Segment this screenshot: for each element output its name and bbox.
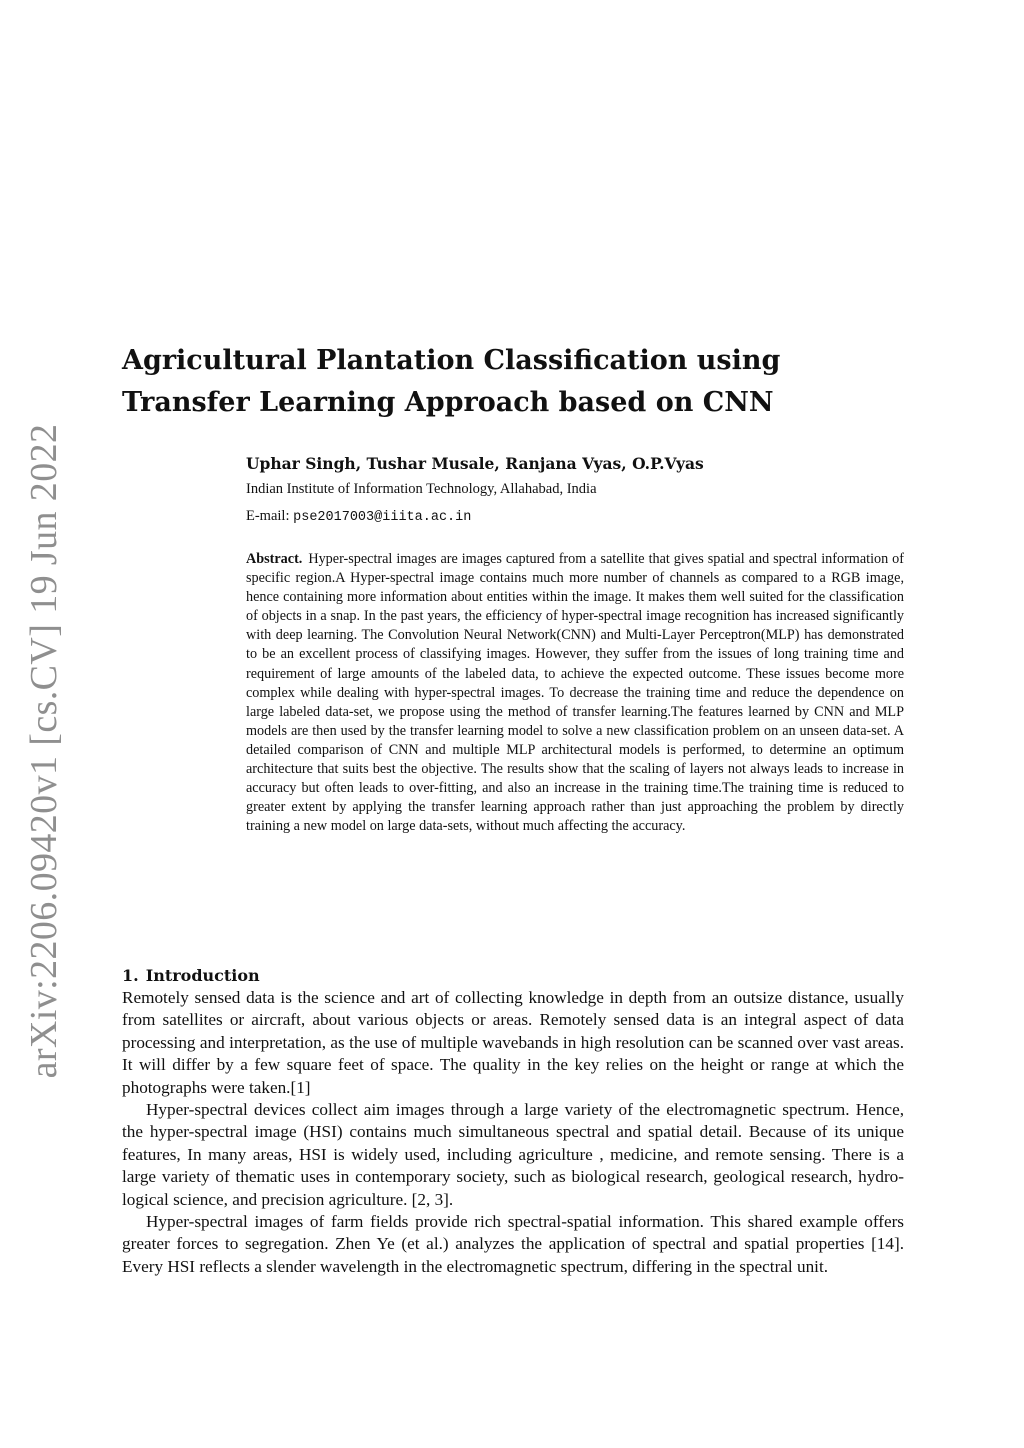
paper-title: Agricultural Plantation Classification using Transfer Learning Approach based on CNN — [122, 345, 781, 418]
body-paragraph: Hyper-spectral images of farm fields provide rich spectral-spatial information. This shared example offers greater forces to segregation. Zhen Ye (et al.) analyzes the application of spectral and spatial properties [14]. Every HSI reflects a slender wavelength in the electromagnetic spectrum, differing in the spectral unit. — [122, 1212, 904, 1276]
author-affiliation: Indian Institute of Information Technology, Allahabad, India — [246, 481, 597, 497]
body-paragraph: Hyper-spectral devices collect aim images through a large variety of the electromagnetic spectrum. Hence, the hyper-spectral image (HSI) contains much simultaneous spectral and spatial detail. Because of its unique features, In many areas, HSI is widely used, including agriculture , medicine, and remote sensing. There is a large variety of thematic uses in contemporary society, such as biological research, geological research, hydro-logical science, and precision agriculture. [2, 3]. — [122, 1100, 904, 1209]
section-heading-introduction — [122, 964, 260, 988]
abstract-text: Hyper-spectral images are images captured from a satellite that gives spatial and spectral information of specific region.A Hyper-spectral image contains much more number of channels as compared to a RGB image, hence containing more information about entities within the image. It makes them well suited for the classification of objects in a snap. In the past years, the efficiency of hyper-spectral image recognition has increased significantly with deep learning. The Convolution Neural Network(CNN) and Multi-Layer Perceptron(MLP) has demonstrated to be an excellent process of classifying images. However, they suffer from the issues of long training time and requirement of large amounts of the labeled data, to achieve the expected outcome. These issues become more complex while dealing with hyper-spectral images. To decrease the training time and reduce the dependence on large labeled data-set, we propose using the method of transfer learning.The features learned by CNN and MLP models are then used by the transfer learning model to solve a new classification problem on an unseen data-set. A detailed comparison of CNN and multiple MLP architectural models is performed, to determine an optimum architecture that suits best the objective. The results show that the scaling of layers not always leads to increase in accuracy but often leads to over-fitting, and also an increase in the training time.The training time is reduced to greater extent by applying the transfer learning approach rather than just approaching the problem by directly training a new model on large data-sets, without much affecting the accuracy. — [246, 551, 904, 835]
body-paragraph: Remotely sensed data is the science and art of collecting knowledge in depth from an outsize distance, usually from satellites or aircraft, about various objects or areas. Remotely sensed data is an integral aspect of data processing and interpretation, as the use of multiple wavebands in high resolution can be scanned over vast areas. It will differ by a few square feet of space. The quality in the key relies on the height or range at which the photographs were taken.[1] — [122, 988, 904, 1097]
abstract — [246, 550, 904, 836]
email-address: pse2017003@iiita.ac.in — [293, 510, 472, 525]
section-number: 1. — [122, 966, 139, 985]
introduction-body — [122, 987, 904, 1278]
arxiv-identifier-stamp: arXiv:2206.09420v1 [cs.CV] 19 Jun 2022 — [23, 423, 65, 1079]
author-list: Uphar Singh, Tushar Musale, Ranjana Vyas, O.P.Vyas — [246, 454, 704, 473]
abstract-label: Abstract. — [246, 551, 303, 567]
contact-email — [246, 505, 471, 529]
email-label: E-mail: — [246, 508, 290, 524]
section-title: Introduction — [145, 966, 260, 985]
